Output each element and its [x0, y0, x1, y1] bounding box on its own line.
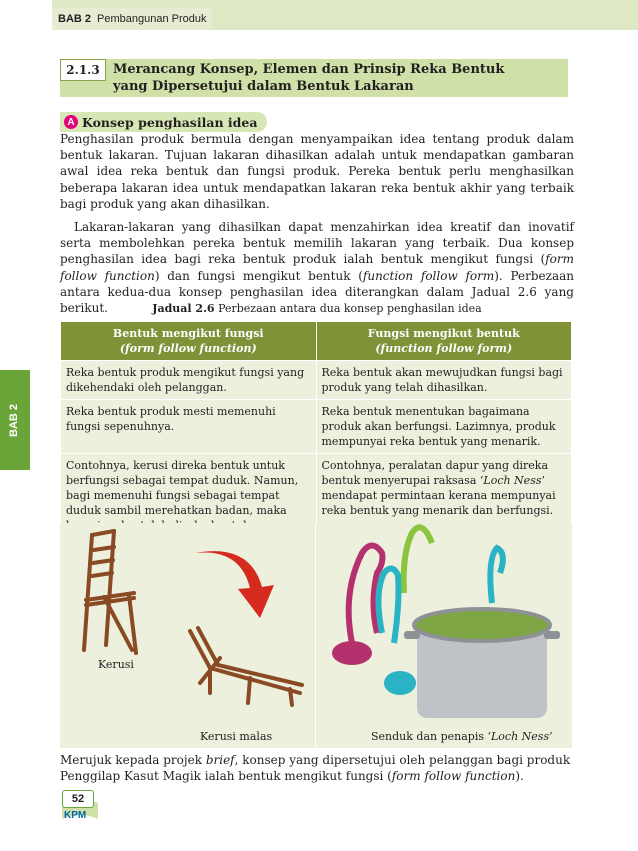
- footer-text-a: Merujuk kepada projek: [60, 753, 206, 767]
- label-ladle: [371, 730, 553, 743]
- chapter-number: BAB 2: [58, 13, 92, 25]
- para2-term-1: form follow function: [60, 252, 574, 283]
- para2-text-a: Lakaran-lakaran yang dihasilkan dapat menzahirkan idea kreatif dan inovatif serta membolehkan pereka bentuk memilih lakaran yang terbaik. Dua konsep penghasilan idea bagi reka bentuk produk ialah bentuk mengikut fungsi (: [60, 220, 574, 267]
- lounger-chair-image: [180, 623, 310, 708]
- footer-text-c: , konsep yang dipersetujui oleh pelanggan bagi produk Penggilap Kasut Magik ialah bentuk mengikut fungsi (: [60, 753, 571, 784]
- table-header-right: [316, 322, 572, 361]
- para2-text-c: ) dan fungsi mengikut bentuk (: [154, 268, 363, 283]
- folding-chair-image: [74, 525, 144, 655]
- example-right-term: Loch Ness: [483, 474, 542, 487]
- footer-term-brief: brief: [205, 753, 235, 767]
- side-tab-label: BAB 2: [8, 403, 20, 437]
- table-header-left: [61, 322, 317, 361]
- chapter-header: [52, 8, 212, 30]
- footer-paragraph: [60, 752, 574, 784]
- table-row: [61, 361, 572, 400]
- example-right-a: Contohnya, peralatan dapur yang direka bentuk menyerupai raksasa ‘: [321, 459, 549, 487]
- paragraph-1: Penghasilan produk bermula dengan menyampaikan idea tentang produk dalam bentuk lakaran. Tujuan lakaran dihasilkan adalah untuk mendapatkan gambaran awal idea reka bentuk dan fungsi produk. Pereka bentuk perlu menghasilkan beberapa lakaran idea untuk mendapatkan lakaran reka bentuk akhir yang terbaik bagi produk yang akan dihasilkan.: [60, 132, 574, 211]
- footer-text-e: ).: [515, 769, 524, 784]
- footer-term-ffn: form follow function: [391, 769, 516, 784]
- ladle-label-c: ’: [549, 730, 553, 743]
- table-caption-label: Jadual 2.6: [152, 302, 215, 315]
- ladle-label-term: Loch Ness: [491, 730, 550, 743]
- column-divider: [315, 523, 316, 748]
- subheading: [60, 112, 267, 132]
- section-number: 2.1.3: [60, 59, 106, 81]
- subheading-badge: A: [64, 115, 78, 129]
- table-caption: [60, 302, 574, 315]
- page-number: 52: [62, 790, 94, 808]
- chapter-title: Pembangunan Produk: [97, 13, 207, 25]
- table-row: [61, 400, 572, 454]
- example-right-c: ’ mendapat permintaan kerana mempunyai reka bentuk yang menarik dan berfungsi.: [321, 474, 556, 517]
- table-cell: Reka bentuk akan mewujudkan fungsi bagi produk yang telah dihasilkan.: [316, 361, 572, 400]
- header-left-title: Bentuk mengikut fungsi: [112, 327, 264, 340]
- table-cell: Reka bentuk produk mesti memenuhi fungsi sepenuhnya.: [61, 400, 317, 454]
- table-image-row: [60, 523, 572, 748]
- label-chair: Kerusi: [98, 658, 134, 671]
- subheading-text: Konsep penghasilan idea: [82, 114, 258, 130]
- table-cell-example-left: Contohnya, kerusi direka bentuk untuk berfungsi sebagai tempat duduk. Namun, bagi memenuhi fungsi sebagai tempat duduk sambil merehatkan badan, maka: [61, 454, 317, 538]
- table-header-row: [61, 322, 572, 361]
- header-right-sub: (function follow form): [375, 342, 513, 355]
- table-cell: Reka bentuk menentukan bagaimana produk akan berfungsi. Lazimnya, produk mempunyai reka bentuk yang menarik.: [316, 400, 572, 454]
- curved-arrow-icon: [190, 543, 280, 623]
- table-caption-text: Perbezaan antara dua konsep penghasilan idea: [218, 302, 482, 315]
- header-right-title: Fungsi mengikut bentuk: [367, 327, 520, 340]
- label-lounger: Kerusi malas: [200, 730, 273, 743]
- header-left-sub: (form follow function): [119, 342, 257, 355]
- para2-term-2: function follow form: [362, 268, 495, 283]
- section-title: Merancang Konsep, Elemen dan Prinsip Reka Bentuk yang Dipersetujui dalam Bentuk Lakaran: [113, 62, 505, 94]
- publisher-logo-text: KPM: [64, 810, 87, 821]
- ladle-label-a: Senduk dan penapis ‘: [371, 730, 491, 743]
- loch-ness-ladle-and-pot-image: [322, 513, 562, 728]
- table-cell: Reka bentuk produk mengikut fungsi yang dikehendaki oleh pelanggan.: [61, 361, 317, 400]
- chapter-side-tab: [0, 370, 30, 470]
- para2-text-e: ). Perbezaan antara kedua-dua konsep penghasilan idea diterangkan dalam Jadual 2.6 yang berikut.: [60, 268, 575, 316]
- comparison-table: [60, 321, 572, 538]
